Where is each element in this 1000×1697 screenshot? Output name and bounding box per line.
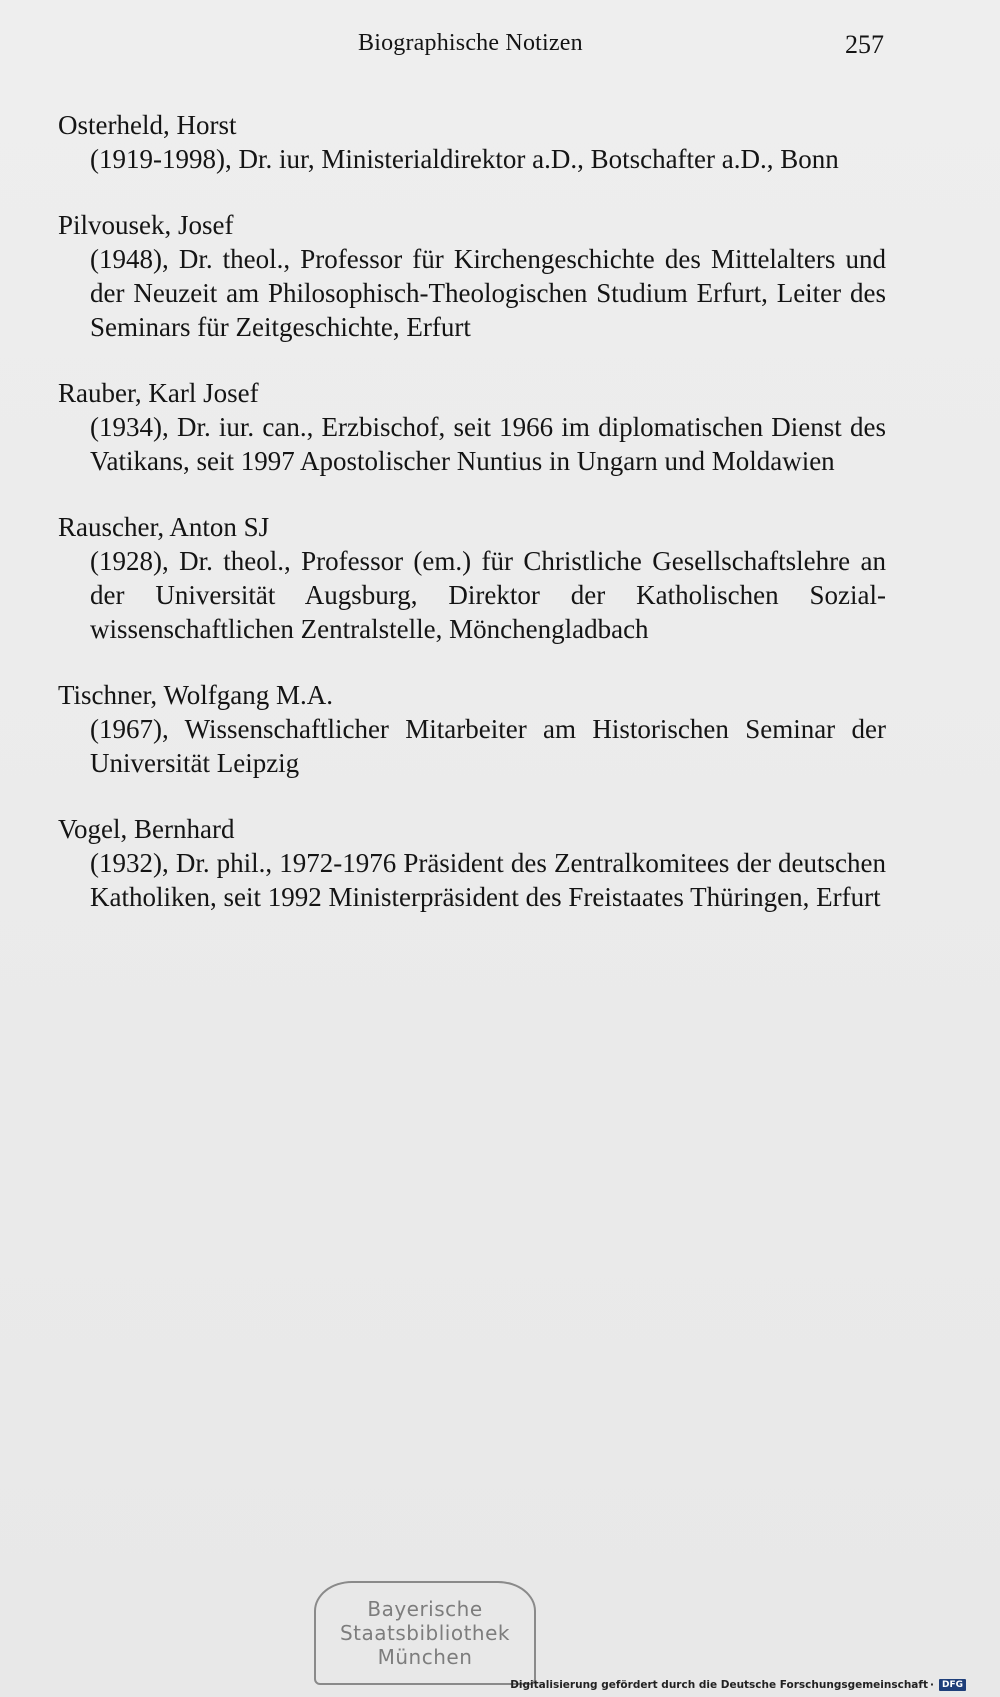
stamp-line-2: Staatsbibliothek (339, 1621, 510, 1645)
dfg-logo-icon: DFG (939, 1679, 966, 1691)
biography-list (58, 108, 886, 946)
running-title: Biographische Notizen (358, 30, 583, 56)
library-stamp (314, 1581, 536, 1685)
biography-entry (58, 208, 886, 344)
stamp-line-3: München (377, 1645, 473, 1669)
biography-entry (58, 812, 886, 914)
entry-description: (1919-1998), Dr. iur, Ministerialdirektor a.D., Botschafter a.D., Bonn (90, 144, 839, 174)
entry-description: (1932), Dr. phil., 1972-1976 Präsident des Zentralkomitees der deutschen Katholiken, seit 1992 Ministerpräsident des Freistaates Thüringen, Erfurt (90, 848, 886, 912)
page-number: 257 (845, 30, 884, 59)
entry-name: Osterheld, Horst (58, 110, 237, 140)
entry-description: (1948), Dr. theol., Professor für Kirchengeschichte des Mittelalters und der Neuzeit am Philosophisch-Theologischen Studium Erfurt, Leiter des Seminars für Zeitgeschichte, Erfurt (90, 244, 886, 342)
entry-name: Rauber, Karl Josef (58, 378, 259, 408)
credit-text: Digitalisierung gefördert durch die Deutsche Forschungsgemeinschaft (510, 1679, 928, 1691)
entry-name: Rauscher, Anton SJ (58, 512, 270, 542)
biography-entry (58, 108, 886, 176)
entry-description: (1928), Dr. theol., Professor (em.) für Christliche Gesellschaftslehre an der Universität Augsburg, Direktor der Katholischen Sozialwissenschaftlichen Zentralstelle, Mönchengladbach (90, 546, 886, 644)
biography-entry (58, 678, 886, 780)
entry-name: Tischner, Wolfgang M.A. (58, 680, 333, 710)
running-header (0, 30, 1000, 64)
entry-description: (1967), Wissenschaftlicher Mitarbeiter am Historischen Seminar der Universität Leipzig (90, 714, 886, 778)
entry-name: Vogel, Bernhard (58, 814, 235, 844)
entry-description: (1934), Dr. iur. can., Erzbischof, seit 1966 im diplomatischen Dienst des Vatikans, seit 1997 Apostolischer Nuntius in Ungarn und Moldawien (90, 412, 886, 476)
stamp-line-1: Bayerische (367, 1597, 483, 1621)
entry-name: Pilvousek, Josef (58, 210, 234, 240)
biography-entry (58, 510, 886, 646)
credit-separator: · (929, 1679, 934, 1691)
digitization-credit (510, 1679, 966, 1691)
biography-entry (58, 376, 886, 478)
